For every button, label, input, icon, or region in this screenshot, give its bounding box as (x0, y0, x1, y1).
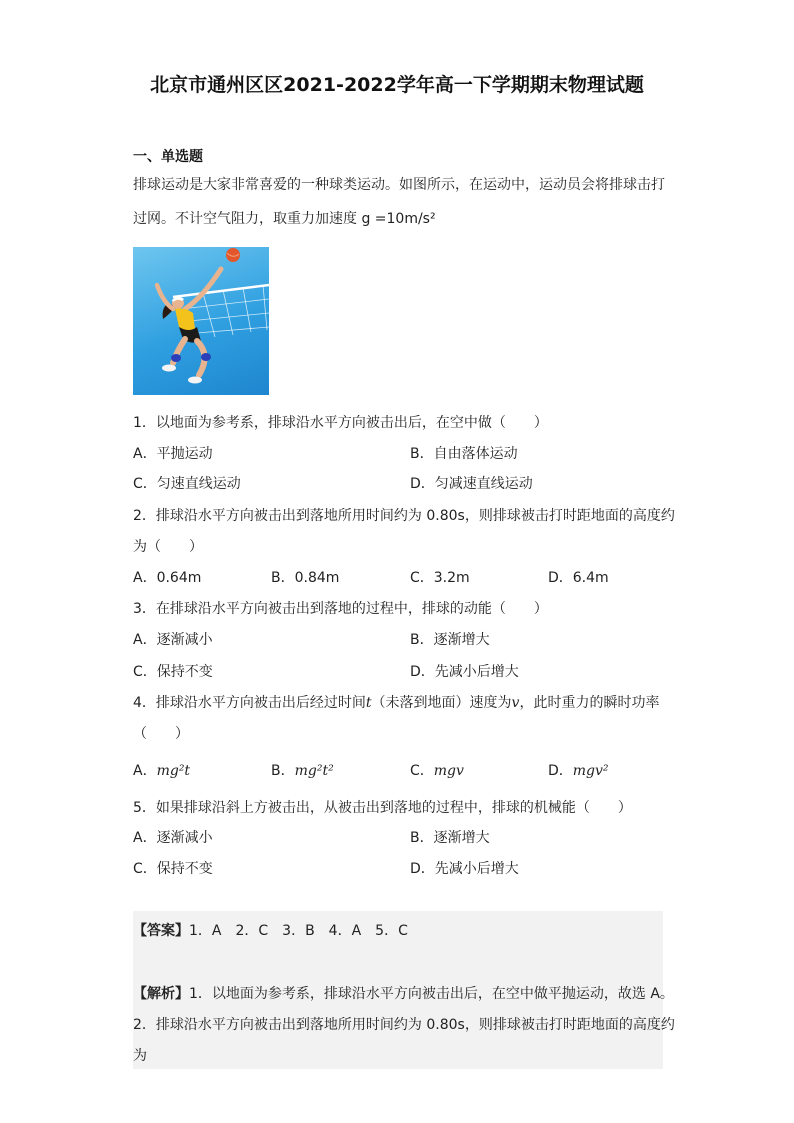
option-label: A． (133, 763, 157, 779)
question-4-stem-part-3: ，此时重力的瞬时功率 (519, 695, 660, 711)
option-formula: mgv² (572, 763, 609, 779)
question-2-stem-line-1: 2．排球沿水平方向被击出到落地所用时间约为 0.80s，则排球被击打时距地面的高度约 (133, 508, 675, 524)
option-formula: mgv (433, 763, 464, 779)
question-3-option-c[interactable]: C．保持不变 (133, 664, 213, 680)
question-2-option-c[interactable]: C．3.2m (410, 570, 470, 586)
question-5-option-d[interactable]: D．先减小后增大 (410, 861, 519, 877)
question-5-option-b[interactable]: B．逐渐增大 (410, 830, 490, 846)
question-4-stem-line-2: （ ） (133, 726, 189, 742)
analysis-line-2: 2．排球沿水平方向被击出到落地所用时间约为 0.80s，则排球被击打时距地面的高度约 (133, 1017, 675, 1033)
volleyball-player-photo (133, 247, 269, 395)
option-label: B． (271, 763, 295, 779)
question-1-option-c[interactable]: C．匀速直线运动 (133, 476, 241, 492)
question-3-option-b[interactable]: B．逐渐增大 (410, 632, 490, 648)
question-2-stem-line-2: 为（ ） (133, 539, 203, 555)
question-1-option-b[interactable]: B．自由落体运动 (410, 446, 518, 462)
question-3-option-d[interactable]: D．先减小后增大 (410, 664, 519, 680)
question-2-option-a[interactable]: A．0.64m (133, 570, 202, 586)
question-4-symbol-v: v (511, 695, 520, 711)
section-heading: 一、单选题 (133, 149, 203, 165)
question-4-option-a[interactable] (133, 760, 190, 780)
question-4-stem-line-1 (133, 692, 659, 712)
question-2-option-b[interactable]: B．0.84m (271, 570, 340, 586)
option-formula: mg²t (156, 763, 191, 779)
analysis-text-1: 1．以地面为参考系，排球沿水平方向被击出后，在空中做平抛运动，故选 A。 (189, 986, 674, 1002)
question-4-stem-part-2: （未落到地面）速度为 (371, 695, 512, 711)
question-3-option-a[interactable]: A．逐渐减小 (133, 632, 213, 648)
answer-text: 1．A 2．C 3．B 4．A 5．C (189, 923, 408, 939)
option-formula: mg²t² (294, 763, 334, 779)
question-5-option-a[interactable]: A．逐渐减小 (133, 830, 213, 846)
page-title: 北京市通州区区2021-2022学年高一下学期期末物理试题 (150, 74, 644, 96)
answer-line (133, 920, 408, 940)
option-label: C． (410, 763, 434, 779)
volleyball-player-illustration (133, 247, 269, 395)
question-5-stem: 5．如果排球沿斜上方被击出，从被击出到落地的过程中，排球的机械能（ ） (133, 800, 632, 816)
analysis-label: 【解析】 (133, 986, 189, 1002)
question-4-option-d[interactable] (548, 760, 609, 780)
question-4-stem-part-1: 4．排球沿水平方向被击出后经过时间 (133, 695, 366, 711)
question-4-option-c[interactable] (410, 760, 464, 780)
analysis-line-1 (133, 983, 674, 1003)
question-1-stem: 1．以地面为参考系，排球沿水平方向被击出后，在空中做（ ） (133, 415, 548, 431)
question-4-symbol-t: t (365, 695, 372, 711)
question-5-option-c[interactable]: C．保持不变 (133, 861, 213, 877)
answer-label: 【答案】 (133, 923, 189, 939)
analysis-line-3: 为 (133, 1048, 147, 1064)
question-1-option-d[interactable]: D．匀减速直线运动 (410, 476, 533, 492)
question-1-option-a[interactable]: A．平抛运动 (133, 446, 213, 462)
question-2-option-d[interactable]: D．6.4m (548, 570, 609, 586)
question-3-stem: 3．在排球沿水平方向被击出到落地的过程中，排球的动能（ ） (133, 601, 548, 617)
question-4-option-b[interactable] (271, 760, 334, 780)
question-stem-line-1: 排球运动是大家非常喜爱的一种球类运动。如图所示，在运动中，运动员会将排球击打 (133, 177, 665, 193)
question-stem-line-2: 过网。不计空气阻力，取重力加速度 g =10m/s² (133, 211, 436, 227)
option-label: D． (548, 763, 573, 779)
